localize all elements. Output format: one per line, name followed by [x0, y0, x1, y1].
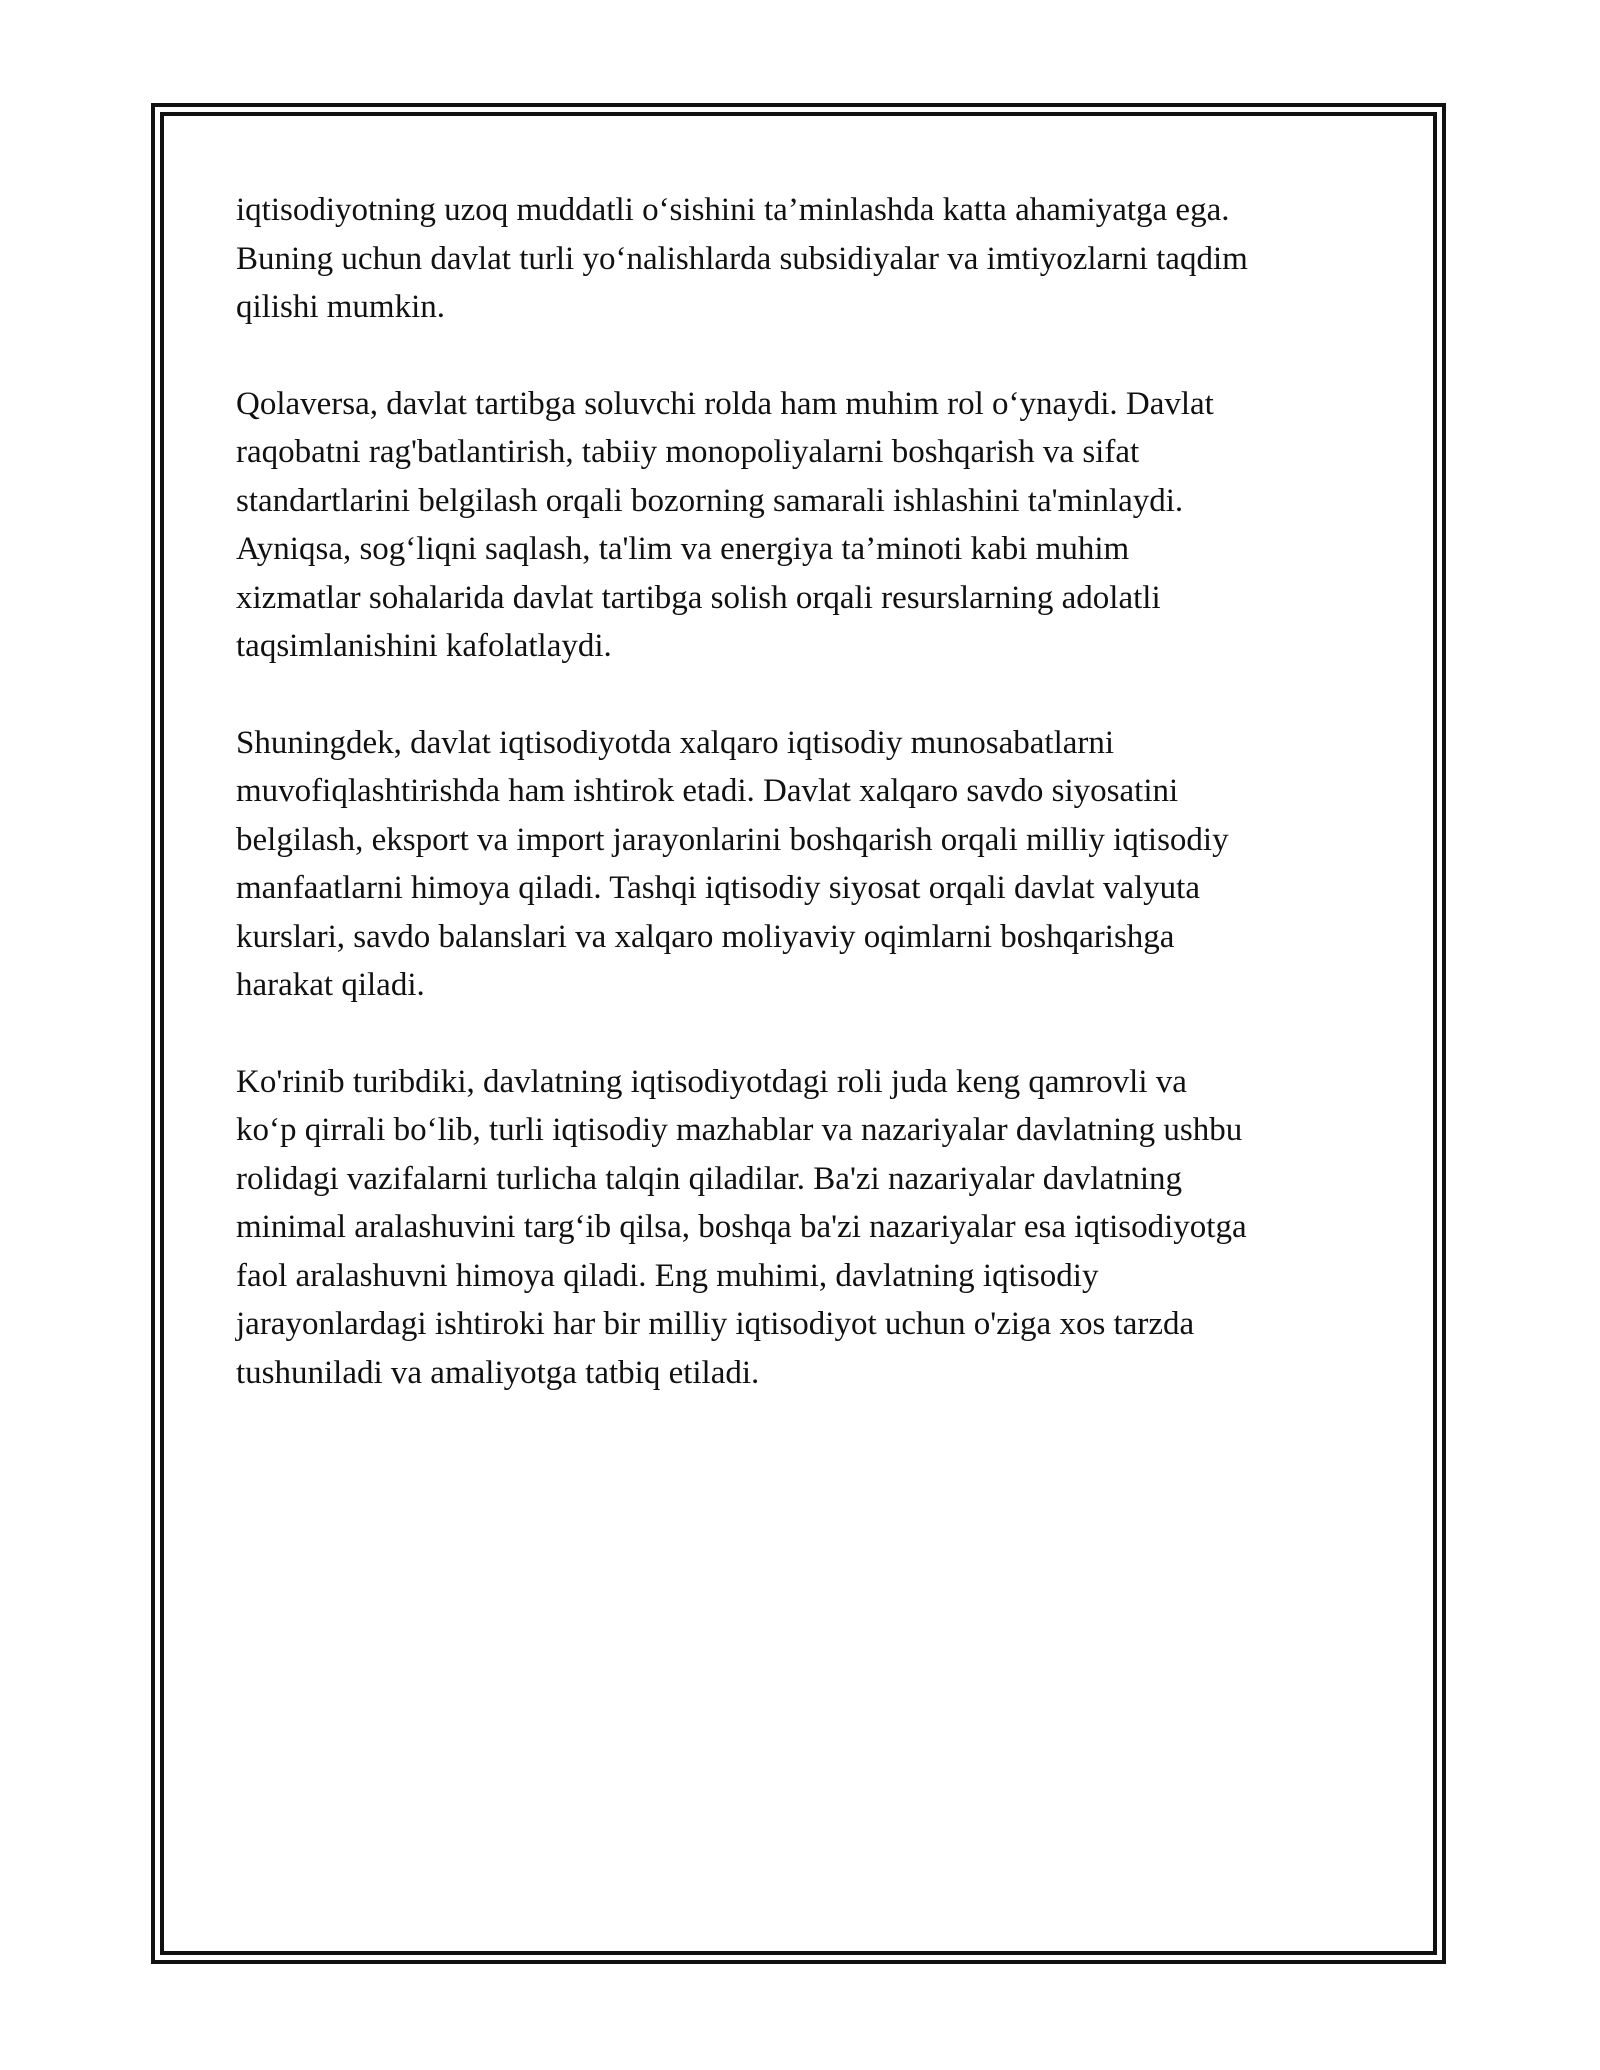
document-body: [236, 186, 1376, 1445]
paragraph-2: Qolaversa, davlat tartibga soluvchi rolda ham muhim rol o‘ynaydi. Davlat raqobatni rag'batlantirish, tabiiy monopoliyalarni boshqarish va sifat standartlarini belgilash orqali bozorning samarali ishlashini ta'minlaydi. Ayniqsa, sog‘liqni saqlash, ta'lim va energiya ta’minoti kabi muhim xizmatlar sohalarida davlat tartibga solish orqali resurslarning adolatli taqsimlanishini kafolatlaydi.: [236, 385, 1214, 664]
paragraph-1: iqtisodiyotning uzoq muddatli o‘sishini ta’minlashda katta ahamiyatga ega. Buning uchun davlat turli yo‘nalishlarda subsidiyalar va imtiyozlarni taqdim qilishi mumkin.: [236, 192, 1248, 325]
paragraph-3: Shuningdek, davlat iqtisodiyotda xalqaro iqtisodiy munosabatlarni muvofiqlashtirishda ham ishtirok etadi. Davlat xalqaro savdo siyosatini belgilash, eksport va import jarayonlarini boshqarish orqali milliy iqtisodiy manfaatlarni himoya qiladi. Tashqi iqtisodiy siyosat orqali davlat valyuta kurslari, savdo balanslari va xalqaro moliyaviy oqimlarni boshqarishga harakat qiladi.: [236, 724, 1229, 1003]
paragraph-4: Ko'rinib turibdiki, davlatning iqtisodiyotdagi roli juda keng qamrovli va ko‘p qirrali bo‘lib, turli iqtisodiy mazhablar va nazariyalar davlatning ushbu rolidagi vazifalarni turlicha talqin qiladilar. Ba'zi nazariyalar davlatning minimal aralashuvini targ‘ib qilsa, boshqa ba'zi nazariyalar esa iqtisodiyotga faol aralashuvni himoya qiladi. Eng muhimi, davlatning iqtisodiy jarayonlardagi ishtiroki har bir milliy iqtisodiyot uchun o'ziga xos tarzda tushuniladi va amaliyotga tatbiq etiladi.: [236, 1063, 1247, 1391]
